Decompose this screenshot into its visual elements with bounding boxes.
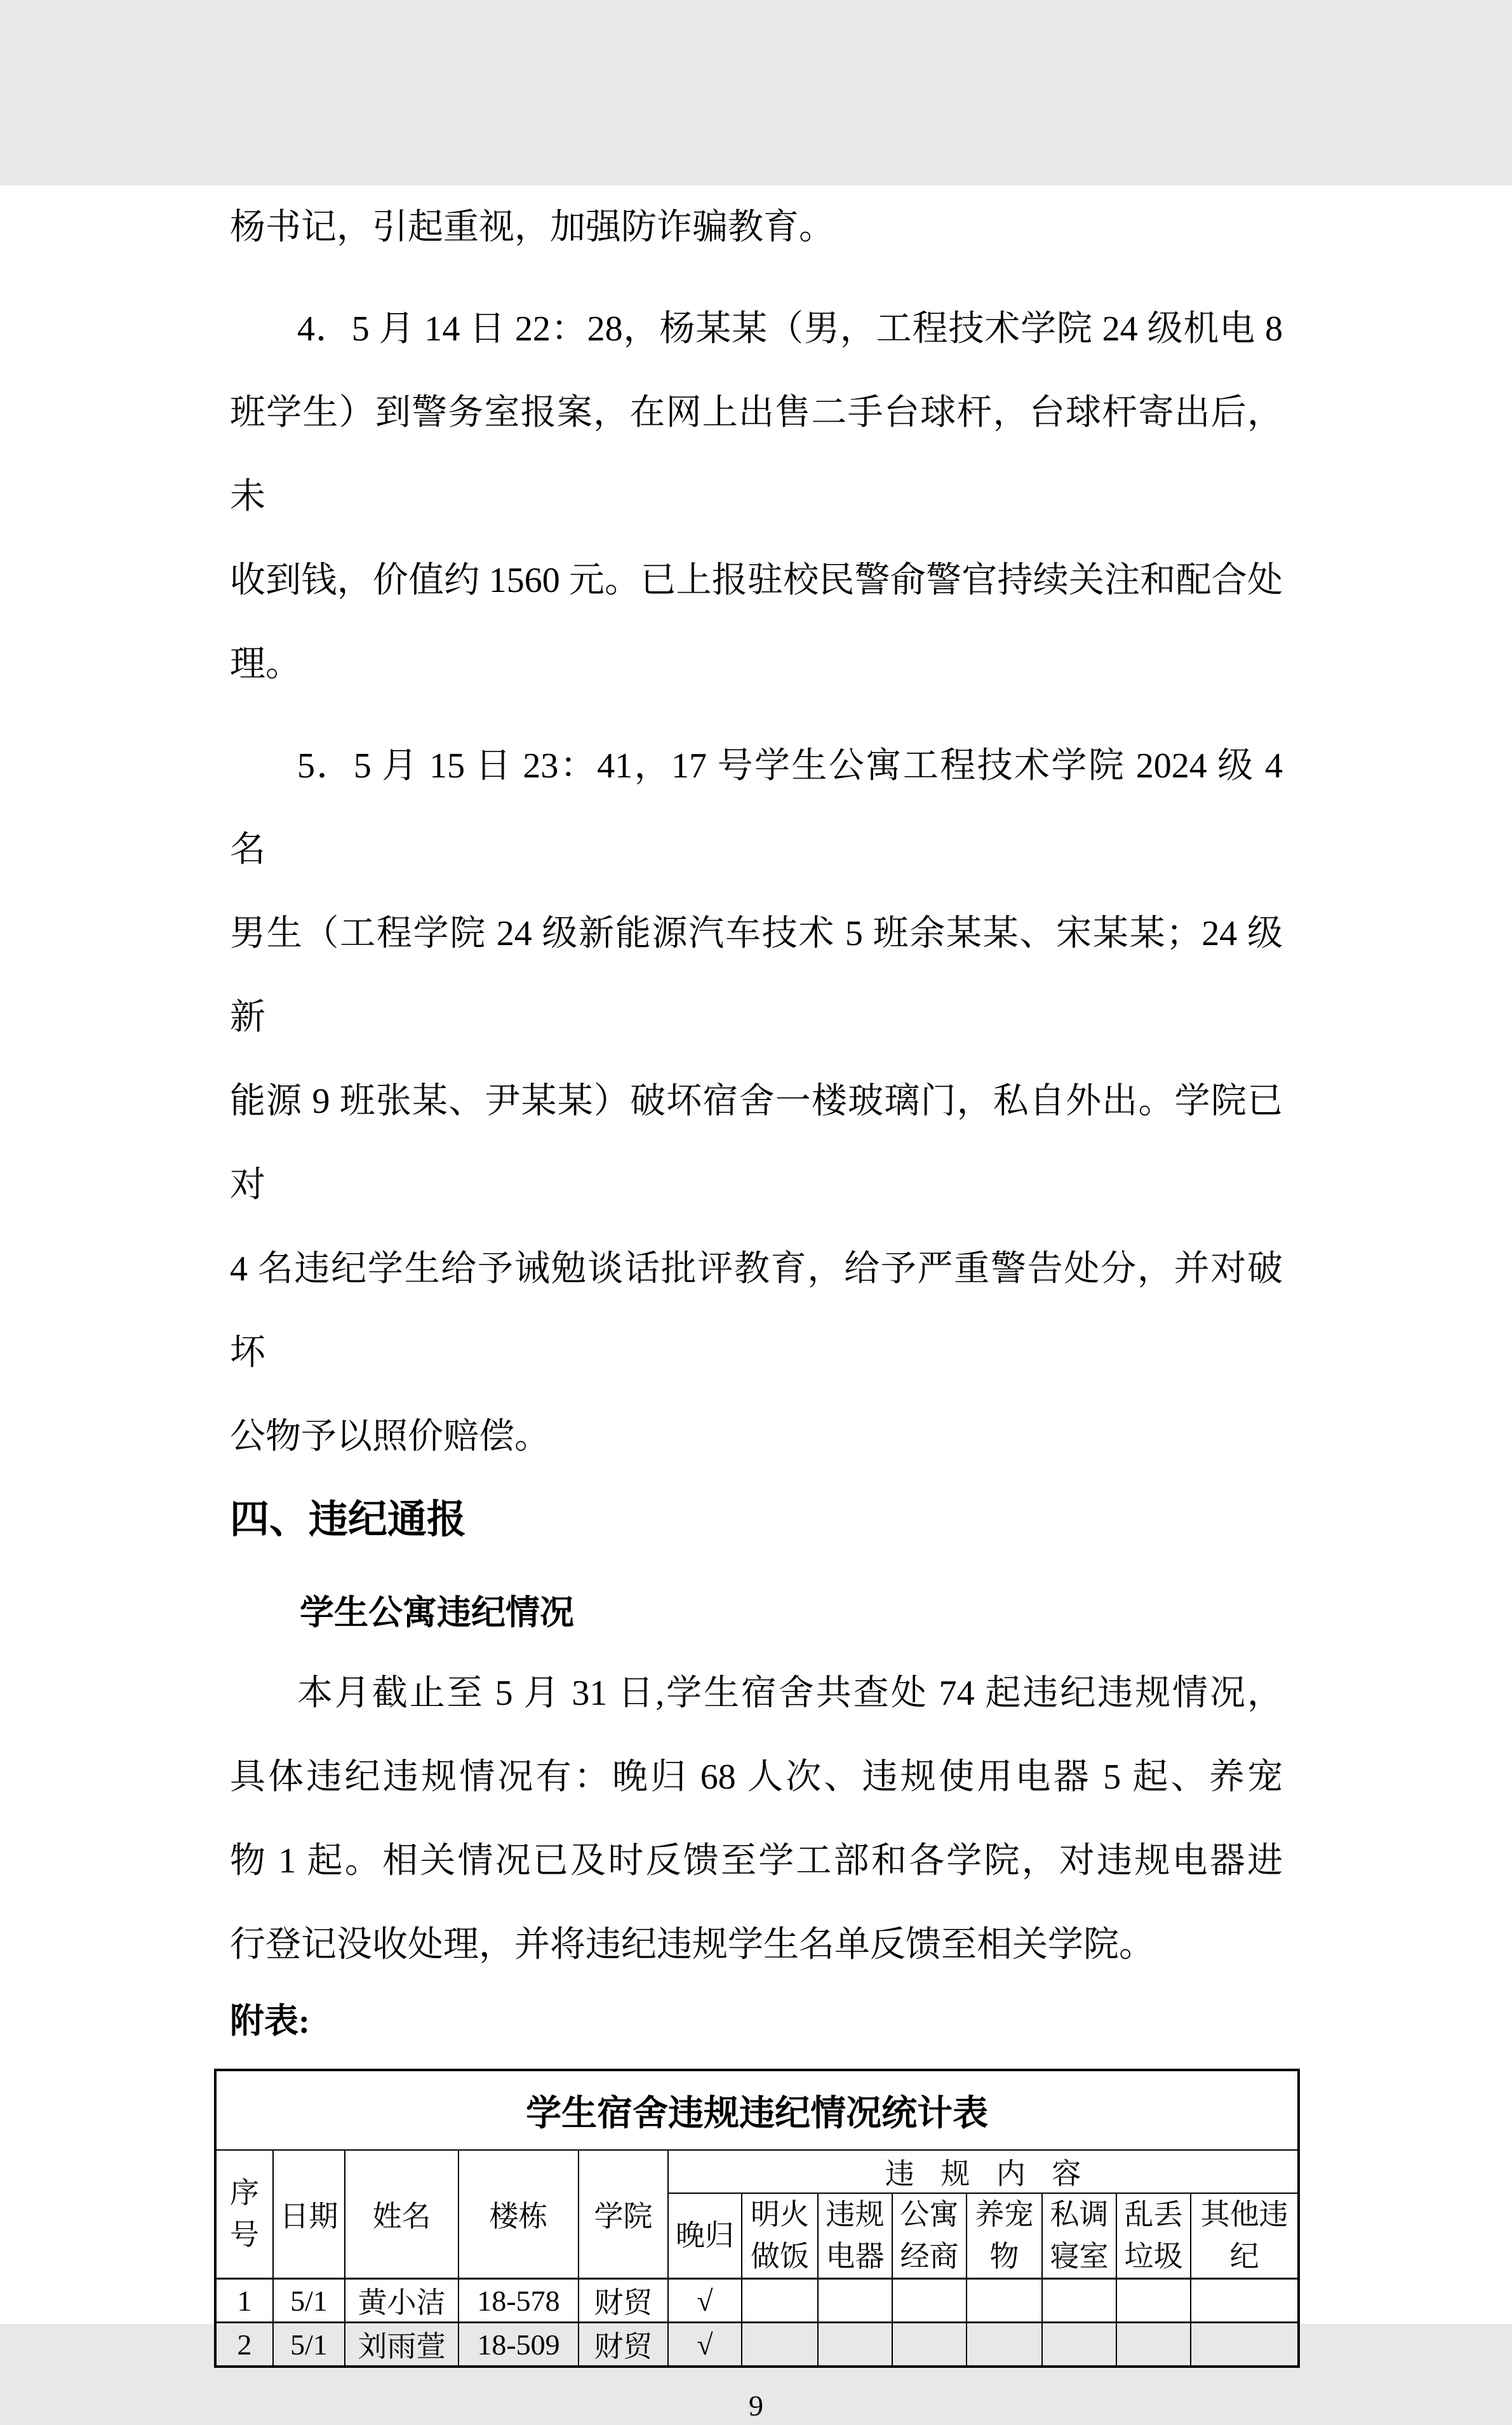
paragraph-item-4 bbox=[230, 287, 1283, 706]
paragraph-line: 能源 9 班张某、尹某某）破坏宿舍一楼玻璃门，私自外出。学院已对 bbox=[230, 1082, 1283, 1205]
cell-littering bbox=[1116, 2279, 1191, 2323]
cell-building: 18-509 bbox=[458, 2323, 579, 2367]
col-header-late-return: 晚归 bbox=[668, 2193, 742, 2279]
paragraph-line: 具体违纪违规情况有：晚归 68 人次、违规使用电器 5 起、养宠 bbox=[230, 1757, 1283, 1797]
cell-littering bbox=[1116, 2323, 1191, 2367]
cell-late-return-checkmark: √ bbox=[668, 2279, 742, 2323]
cell-college: 财贸 bbox=[579, 2279, 668, 2323]
cell-pet bbox=[967, 2323, 1042, 2367]
paragraph-line: 男生（工程学院 24 级新能源汽车技术 5 班余某某、宋某某；24 级新 bbox=[230, 914, 1283, 1037]
col-header-seq: 序号 bbox=[215, 2150, 273, 2279]
cell-open-fire bbox=[742, 2279, 818, 2323]
cell-date: 5/1 bbox=[273, 2279, 345, 2323]
paragraph-line: 班学生）到警务室报案，在网上出售二手台球杆，台球杆寄出后，未 bbox=[230, 393, 1283, 516]
paragraph-line: 杨书记，引起重视，加强防诈骗教育。 bbox=[230, 208, 834, 247]
col-header-room-swap: 私调寝室 bbox=[1042, 2193, 1116, 2279]
col-header-building: 楼栋 bbox=[458, 2150, 579, 2279]
paragraph-line: 4．5 月 14 日 22：28，杨某某（男，工程技术学院 24 级机电 8 bbox=[297, 309, 1283, 349]
paragraph-line: 5．5 月 15 日 23：41，17 号学生公寓工程技术学院 2024 级 4 名 bbox=[230, 746, 1283, 870]
cell-college: 财贸 bbox=[579, 2323, 668, 2367]
document-body bbox=[230, 185, 1283, 2045]
table-row bbox=[215, 2323, 1299, 2367]
cell-illegal-appliance bbox=[818, 2323, 892, 2367]
cell-dorm-business bbox=[892, 2279, 967, 2323]
cell-illegal-appliance bbox=[818, 2279, 892, 2323]
violations-table bbox=[214, 2069, 1300, 2368]
col-header-violation-group: 违 规 内 容 bbox=[668, 2150, 1299, 2193]
table-header-row bbox=[215, 2150, 1299, 2193]
cell-pet bbox=[967, 2279, 1042, 2323]
cell-room-swap bbox=[1042, 2279, 1116, 2323]
cell-seq: 2 bbox=[215, 2323, 273, 2367]
paragraph-line: 本月截止至 5 月 31 日,学生宿舍共查处 74 起违纪违规情况， bbox=[297, 1674, 1283, 1713]
paragraph-line: 理。 bbox=[230, 645, 301, 684]
appendix-label: 附表: bbox=[230, 2002, 310, 2040]
col-header-dorm-business: 公寓经商 bbox=[892, 2193, 967, 2279]
paragraph-line: 4 名违纪学生给予诫勉谈话批评教育，给予严重警告处分，并对破坏 bbox=[230, 1249, 1283, 1373]
paragraph-line: 物 1 起。相关情况已及时反馈至学工部和各学院，对违规电器进 bbox=[230, 1841, 1283, 1881]
cell-room-swap bbox=[1042, 2323, 1116, 2367]
paragraph-line: 行登记没收处理，并将违纪违规学生名单反馈至相关学院。 bbox=[230, 1925, 1154, 1965]
paragraph-summary bbox=[230, 1651, 1283, 1987]
paragraph-item-5 bbox=[230, 724, 1283, 1479]
section-heading: 四、违纪通报 bbox=[230, 1498, 467, 1542]
cell-seq: 1 bbox=[215, 2279, 273, 2323]
table-title-row bbox=[215, 2070, 1299, 2150]
cell-name: 刘雨萱 bbox=[345, 2323, 458, 2367]
page-number: 9 bbox=[749, 2389, 763, 2422]
col-header-littering: 乱丢垃圾 bbox=[1116, 2193, 1191, 2279]
cell-other bbox=[1191, 2323, 1299, 2367]
cell-open-fire bbox=[742, 2323, 818, 2367]
cell-building: 18-578 bbox=[458, 2279, 579, 2323]
col-header-name: 姓名 bbox=[345, 2150, 458, 2279]
col-header-illegal-appliance: 违规电器 bbox=[818, 2193, 892, 2279]
col-header-other: 其他违纪 bbox=[1191, 2193, 1299, 2279]
cell-name: 黄小洁 bbox=[345, 2279, 458, 2323]
table-title: 学生宿舍违规违纪情况统计表 bbox=[215, 2070, 1299, 2150]
sub-section-heading: 学生公寓违纪情况 bbox=[300, 1594, 574, 1632]
cell-other bbox=[1191, 2279, 1299, 2323]
col-header-date: 日期 bbox=[273, 2150, 345, 2279]
paragraph-line: 收到钱，价值约 1560 元。已上报驻校民警俞警官持续关注和配合处 bbox=[230, 561, 1283, 600]
cell-dorm-business bbox=[892, 2323, 967, 2367]
col-header-pet: 养宠物 bbox=[967, 2193, 1042, 2279]
document-page bbox=[0, 185, 1512, 2422]
cell-late-return-checkmark: √ bbox=[668, 2323, 742, 2367]
table-row bbox=[215, 2279, 1299, 2323]
col-header-open-fire: 明火做饭 bbox=[742, 2193, 818, 2279]
paragraph-line: 公物予以照价赔偿。 bbox=[230, 1417, 550, 1456]
col-header-college: 学院 bbox=[579, 2150, 668, 2279]
cell-date: 5/1 bbox=[273, 2323, 345, 2367]
